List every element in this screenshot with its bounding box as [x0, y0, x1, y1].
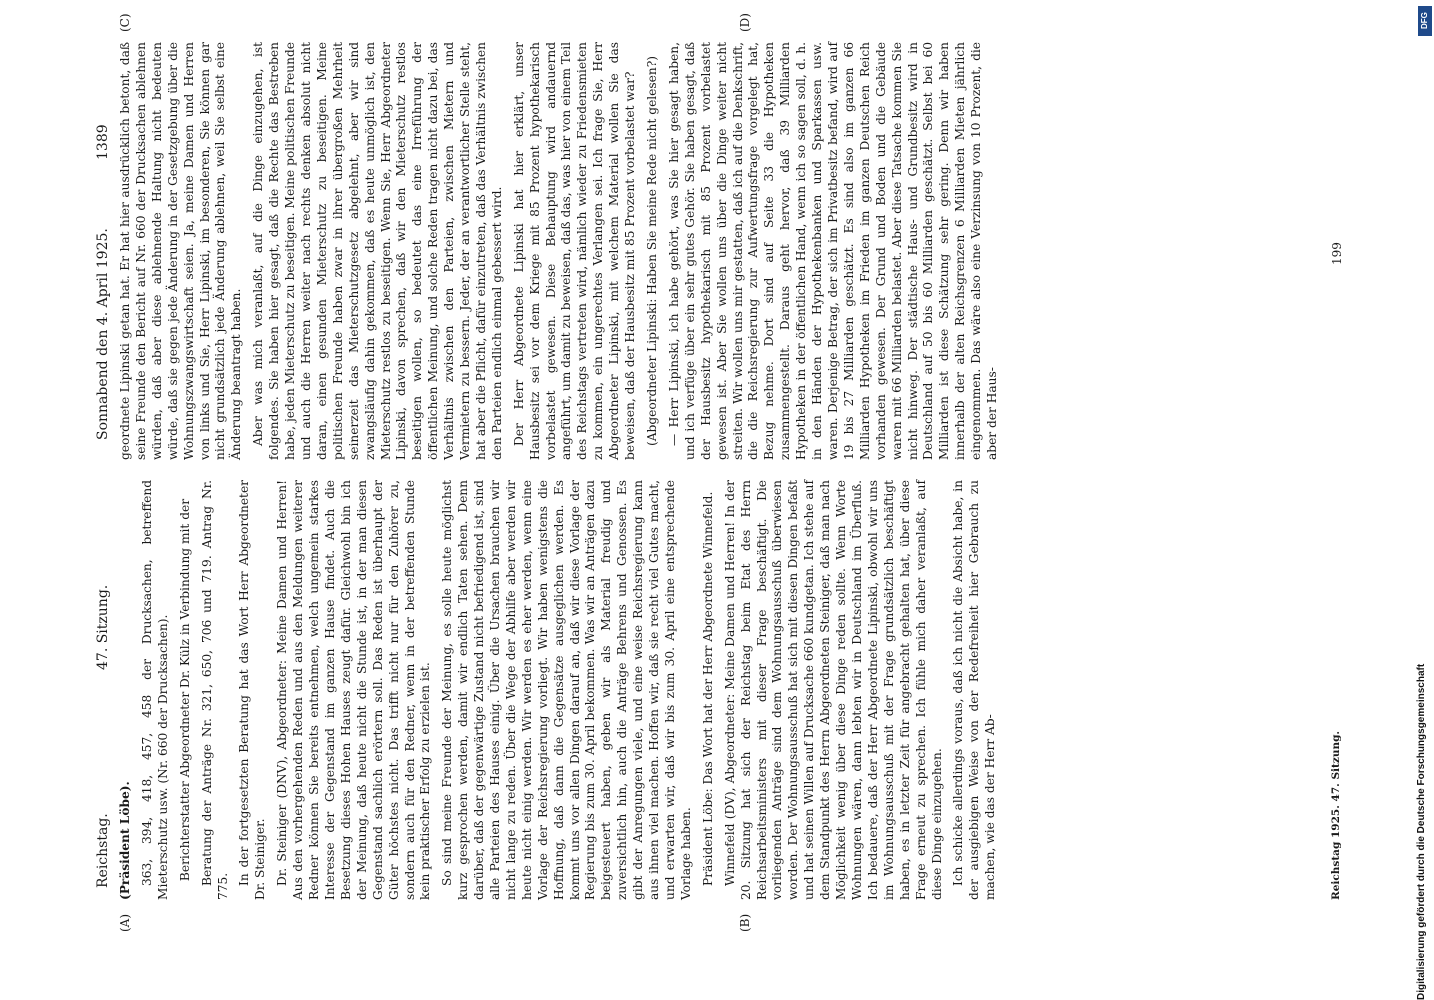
paragraph: 363, 394, 418, 457, 458 der Drucksachen, betreffend Mieterschutz usw. (Nr. 660 der Drucksachen).	[139, 480, 170, 900]
paragraph: — Herr Lipinski, ich habe gehört, was Sie hier gesagt haben, und ich verfüge über ein sehr gutes Gehör. Sie haben gesagt, daß der Hausbesitz hypothekarisch mit 85 Prozent vorbelastet gewesen ist. Aber Sie wollen uns über die Dinge weiter nicht streiten. Wir wollen uns mir gestatten, daß ich auf die Denkschrift, die die Reichsregierung zur Aufwertungsfrage vorgelegt hat, Bezug nehme. Dort sind auf Seite 33 die Hypotheken zusammengestellt. Daraus geht hervor, daß 39 Milliarden Hypotheken in der öffentlichen Hand, wenn ich so sagen soll, d. h. in den Händen der Hypothekenbanken und Sparkassen usw. waren. Derjenige Betrag, der sich im Privatbesitz befand, wird auf 19 bis 27 Milliarden geschätzt. Es sind also im ganzen 66 Milliarden Hypotheken im Frieden im ganzen Deutschen Reich vorhanden gewesen. Der Grund und Boden und die Gebäude waren mit 66 Milliarden belastet. Aber diese Tatsache kommen Sie nicht hinweg. Der städtische Haus- und Grundbesitz wird in Deutschland auf 50 bis 60 Milliarden geschätzt. Selbst bei 60 Milliarden ist diese Schätzung sehr gering. Denn wir haben innerhalb der alten Reichsgrenzen 6 Milliarden Mieten jährlich eingenommen. Das wäre also eine Verzinsung von 10 Prozent, die aber der Haus-	[666, 42, 1000, 460]
header-page-number: 1389	[95, 124, 111, 160]
speaker-header: (Präsident Löbe).	[118, 781, 132, 900]
dfg-logo: DFG	[1418, 6, 1432, 36]
margin-mark-a: (A)	[118, 913, 132, 932]
paragraph: In der fortgesetzten Beratung hat das Wort Herr Abgeordneter Dr. Steiniger.	[237, 480, 268, 900]
paragraph: Dr. Steiniger (DNV), Abgeordneter: Meine Damen und Herren! Aus den vorhergehenden Reden und aus den Meldungen weiterer Redner können Sie bereits entnehmen, welch ungemein starkes Interesse der Gegenstand im ganzen Hause findet. Auch die Besetzung dieses Hohen Hauses zeugt dafür. Gleichwohl bin ich der Meinung, daß heute nicht die Stunde ist, in der man diesen Gegenstand sachlich erörtern soll. Das Reden ist überhaupt der Güter höchstes nicht. Das trifft nicht nur für den Zuhörer zu, sondern auch für den Redner, wenn in der betreffenden Stunde kein praktischer Erfolg zu erzielen ist.	[275, 480, 433, 900]
header-left-a: Reichstag.	[95, 813, 111, 888]
paragraph: Winnefeld (DV), Abgeordneter: Meine Damen und Herren! In der 20. Sitzung hat sich der Reichstag beim Etat des Herrn Reichsarbeitsministers mit dieser Frage beschäftigt. Die vorliegenden Anträge sind dem Wohnungsausschuß überwiesen worden. Der Wohnungsausschuß hat sich mit diesen Dingen befaßt und hat seinen Willen auf Drucksache 660 kundgetan. Ich stehe auf dem Standpunkt des Herrn Abgeordneten Steiniger, daß man nach Möglichkeit wenig über diese Dinge reden sollte. Wenn Worte Wohnungen wären, dann lebten wir in Deutschland im Überfluß. Ich bedauere, daß der Herr Abgeordnete Lipinski, obwohl wir uns im Wohnungsausschuß mit der Frage grundsätzlich beschäftigt haben, es in letzter Zeit für angebracht gehalten hat, über diese Frage erneut zu sprechen. Ich fühle mich daher veranlaßt, auf diese Dinge einzugehen.	[722, 480, 944, 900]
paragraph: geordnete Lipinski getan hat. Er hat hier ausdrücklich betont, daß seine Freunde den Bericht auf Nr. 660 der Drucksachen ablehnen würden, daß aber diese ablehnende Haltung nicht bedeuten würde, daß sie gegen jede Änderung in der Gesetzgebung über die Wohnungszwangswirtschaft seien. Ja, meine Damen und Herren von links und Sie, Herr Lipinski, im besonderen, Sie können gar nicht grundsätzlich jede Änderung ablehnen, weil Sie selbst eine Änderung beantragt haben.	[118, 42, 244, 460]
header-left-b: 47. Sitzung.	[95, 584, 111, 670]
margin-mark-d: (D)	[738, 13, 752, 32]
header-date: Sonnabend den 4. April 1925.	[95, 228, 111, 440]
interjection: (Abgeordneter Lipinski: Haben Sie meine Rede nicht gelesen?)	[645, 55, 659, 447]
paragraph: So sind meine Freunde der Meinung, es solle heute möglichst kurz gesprochen werden, damit wir endlich Taten sehen. Denn darüber, daß der gegenwärtige Zustand nicht befriedigend ist, sind alle Parteien des Hauses einig. Über die Ursachen brauchen wir nicht lange zu reden. Über die Wege der Abhilfe aber werden wir heute nicht einig werden. Wir werden es eher werden, wenn eine Vorlage der Reichsregierung vorliegt. Wir haben wenigstens die Hoffnung, daß dann die Gegensätze ausgeglichen werden. Es kommt uns vor allen Dingen darauf an, daß wir diese Vorlage der Regierung bis zum 30. April bekommen. Was wir an Anträgen dazu beigesteuert haben, geben wir als Material freudig und zuversichtlich hin, auch die Anträge Behrens und Genossen. Es gibt der Anregungen viele, und eine weise Reichsregierung kann aus ihnen viel machen. Hoffen wir, daß sie recht viel Gutes macht, und erwarten wir, daß wir bis zum 30. April eine entsprechende Vorlage haben.	[440, 480, 693, 900]
page-header	[92, 0, 114, 1000]
paragraph: Berichterstatter Abgeordneter Dr. Külz in Verbindung mit der	[177, 498, 192, 882]
margin-mark-c: (C)	[118, 13, 132, 32]
dfg-credit-strip	[1414, 0, 1434, 1000]
paragraph: Ich schicke allerdings voraus, daß ich nicht die Absicht habe, in der ausgiebigen Weise von der Redefreiheit hier Gebrauch zu machen, wie das der Herr Ab-	[951, 480, 998, 900]
paragraph: Beratung der Anträge Nr. 321, 650, 706 und 719. Antrag Nr. 775.	[199, 480, 230, 900]
footer-left: Reichstag 1925. 47. Sitzung.	[1330, 730, 1342, 900]
footer-page-number: 199	[1330, 242, 1344, 265]
margin-mark-b: (B)	[738, 913, 752, 932]
paragraph: Der Herr Abgeordnete Lipinski hat hier erklärt, unser Hausbesitz sei vor dem Kriege mit 85 Prozent hypothekarisch vorbelastet gewesen. Diese Behauptung wird andauernd angeführt, um damit zu beweisen, daß das, was hier von einem Teil des Reichstags vertreten wird, nämlich wieder zu Friedensmieten zu kommen, ein ungerechtes Verlangen sei. Ich frage Sie, Herr Abgeordneter Lipinski, mit welchem Material wollen Sie das beweisen, daß der Hausbesitz mit 85 Prozent vorbelastet war?	[511, 42, 638, 460]
paragraph: Aber was mich veranlaßt, auf die Dinge einzugehen, ist folgendes. Sie haben hier gesagt, daß die Rechte das Bestreben habe, jeden Mieterschutz zu beseitigen. Meine politischen Freunde und auch die Herren weiter nach rechts denken absolut nicht daran, einen gesunden Mieterschutz zu beseitigen. Meine politischen Freunde haben zwar in ihrer übergroßen Mehrheit seinerzeit das Mieterschutzgesetz abgelehnt, aber wir sind zwangsläufig dahin gekommen, daß es heute unmöglich ist, den Mieterschutz restlos zu beseitigen. Wenn Sie, Herr Abgeordneter Lipinski, davon sprechen, daß wir den Mieterschutz restlos beseitigen wollen, so bedeutet das eine Irreführung der öffentlichen Meinung, und solche Reden tragen nicht dazu bei, das Verhältnis zwischen den Parteien, zwischen Mietern und Vermietern zu bessern. Jeder, der an verantwortlicher Stelle steht, hat aber die Pflicht, dafür einzutreten, daß das Verhältnis zwischen den Parteien endlich einmal gebessert wird.	[251, 42, 504, 460]
dfg-credit-text: Digitalisierung gefördert durch die Deutsche Forschungsgemeinschaft	[1416, 663, 1427, 1000]
right-column	[118, 42, 1007, 460]
left-column	[118, 480, 1005, 900]
paragraph: Präsident Löbe: Das Wort hat der Herr Abgeordnete Winnefeld.	[700, 491, 715, 886]
